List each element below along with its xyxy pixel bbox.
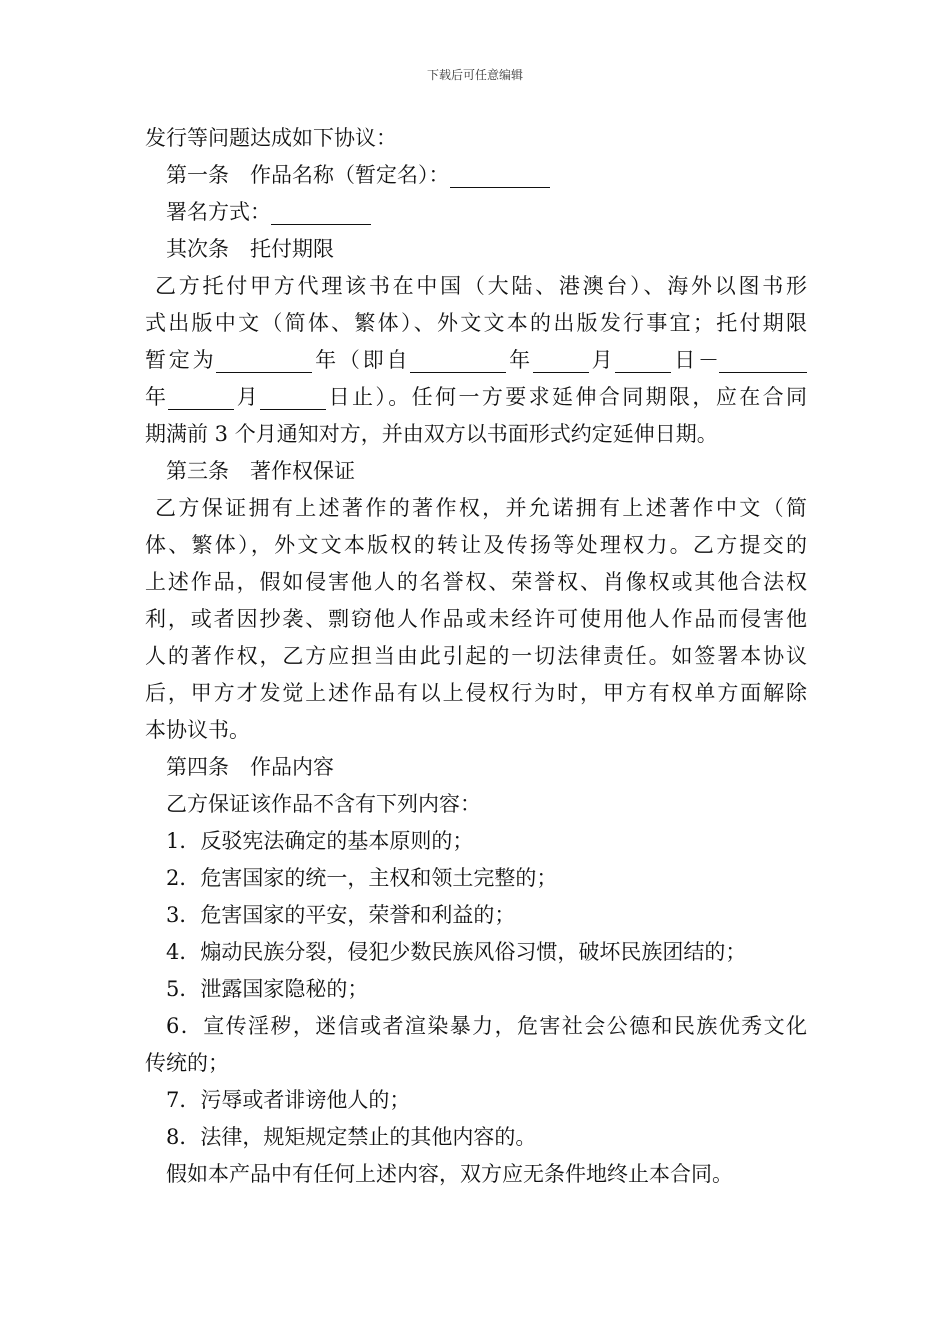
- term-blank: [216, 346, 312, 373]
- term-end-line: [145, 379, 807, 416]
- text-span: 年（即自: [312, 348, 411, 372]
- text-line: 后，甲方才发觉上述作品有以上侵权行为时，甲方有权单方面解除: [145, 681, 807, 705]
- start-day-blank: [615, 346, 671, 373]
- list-item-continuation: 传统的；: [145, 1051, 229, 1075]
- text-line: 式出版中文（简体、繁体）、外文文本的出版发行事宜；托付期限: [145, 311, 807, 335]
- end-day-blank: [260, 383, 326, 410]
- text-line: 人的著作权，乙方应担当由此引起的一切法律责任。如签署本协议: [145, 644, 807, 668]
- article-1-title-line: [145, 157, 807, 194]
- list-item: 6．宣传淫秽，迷信或者渲染暴力，危害社会公德和民族优秀文化: [166, 1014, 807, 1038]
- text-line: 体、繁体），外文文本版权的转让及传扬等处理权力。乙方提交的: [145, 533, 807, 557]
- list-item: 8．法律，规矩规定禁止的其他内容的。: [166, 1125, 537, 1149]
- list-item: 2．危害国家的统一，主权和领土完整的；: [166, 866, 558, 890]
- list-item: 3．危害国家的平安，荣誉和利益的；: [166, 903, 516, 927]
- page-header: 下载后可任意编辑: [426, 68, 523, 82]
- text-line: 上述作品，假如侵害他人的名誉权、荣誉权、肖像权或其他合法权: [145, 570, 807, 594]
- byline-blank: [271, 198, 371, 225]
- text-span: 日－: [671, 348, 720, 372]
- text-line: 发行等问题达成如下协议：: [145, 126, 397, 150]
- article-1-label: 第一条 作品名称（暂定名）：: [166, 163, 450, 187]
- list-item: 5．泄露国家隐秘的；: [166, 977, 369, 1001]
- text-line: 利，或者因抄袭、剽窃他人作品或未经许可使用他人作品而侵害他: [145, 607, 807, 631]
- list-item: 1．反驳宪法确定的基本原则的；: [166, 829, 474, 853]
- text-line: 期满前 3 个月通知对方，并由双方以书面形式约定延伸日期。: [145, 422, 718, 446]
- text-span: 月: [588, 348, 616, 372]
- title-blank: [450, 161, 550, 188]
- text-span: 年: [506, 348, 533, 372]
- text-line: 乙方保证该作品不含有下列内容：: [166, 792, 481, 816]
- byline-label: 署名方式：: [166, 200, 271, 224]
- text-line: 假如本产品中有任何上述内容，双方应无条件地终止本合同。: [166, 1162, 733, 1186]
- text-span: 日止）。任何一方要求延伸合同期限，应在合同: [326, 385, 808, 409]
- list-item: 7．污辱或者诽谤他人的；: [166, 1088, 411, 1112]
- text-span: 年: [145, 385, 169, 409]
- document-body: [145, 120, 807, 1193]
- text-span: 月: [234, 385, 261, 409]
- article-heading: 第四条 作品内容: [166, 755, 334, 779]
- end-year-blank: [719, 346, 807, 373]
- term-date-line: [145, 342, 807, 379]
- article-heading: 第三条 著作权保证: [166, 459, 355, 483]
- text-span: 暂定为: [145, 348, 217, 372]
- text-line: 乙方保证拥有上述著作的著作权，并允诺拥有上述著作中文（简: [155, 496, 807, 520]
- article-heading: 其次条 托付期限: [166, 237, 334, 261]
- byline-line: [145, 194, 807, 231]
- text-line: 本协议书。: [145, 718, 250, 742]
- start-month-blank: [533, 346, 589, 373]
- list-item: 4．煽动民族分裂，侵犯少数民族风俗习惯，破坏民族团结的；: [166, 940, 747, 964]
- text-line: 乙方托付甲方代理该书在中国（大陆、港澳台）、海外以图书形: [155, 274, 807, 298]
- end-month-blank: [168, 383, 234, 410]
- start-year-blank: [410, 346, 506, 373]
